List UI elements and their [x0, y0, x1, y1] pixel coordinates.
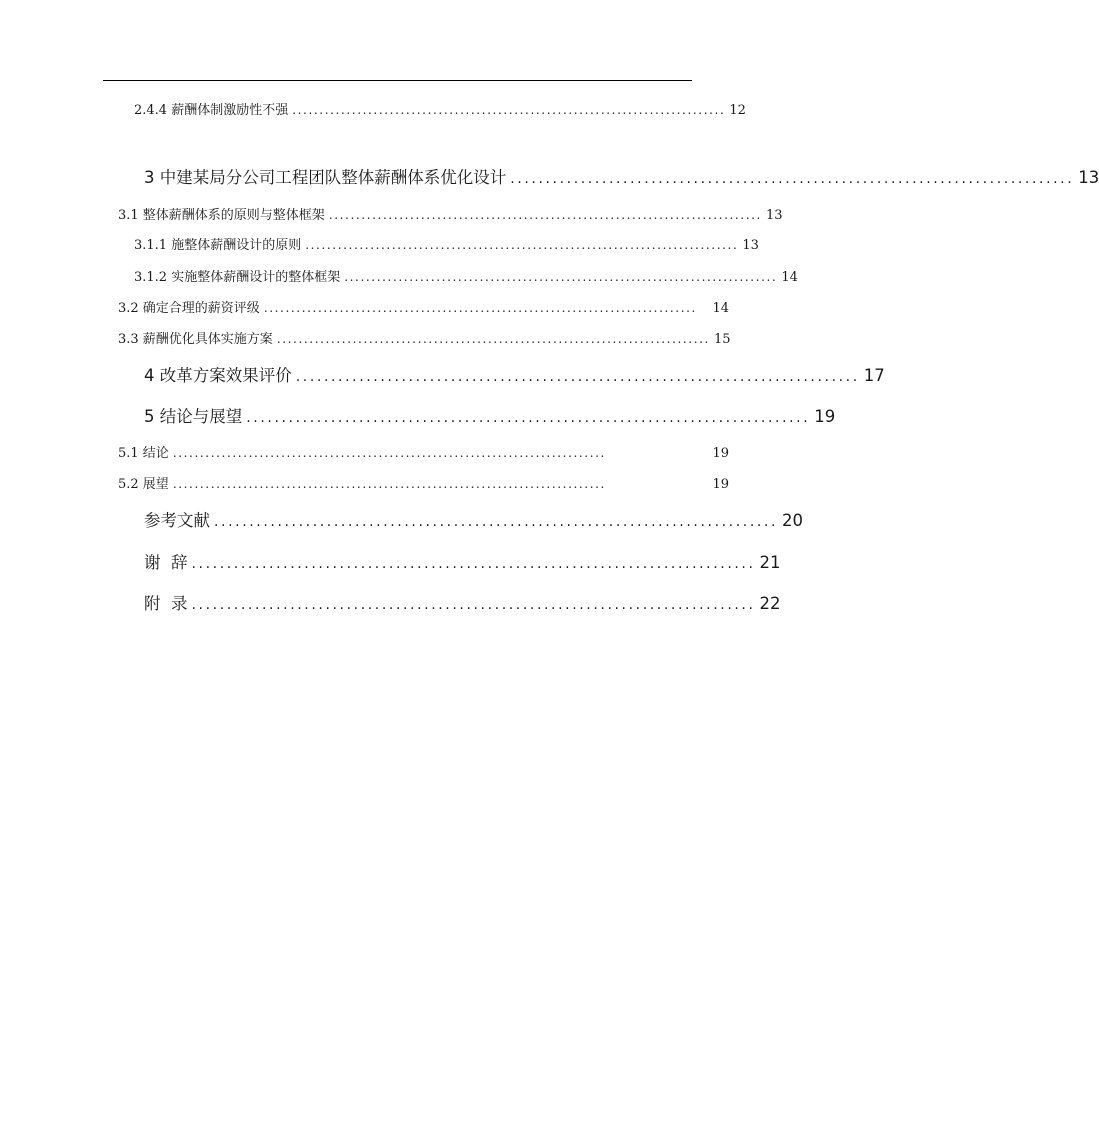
toc-entry-5-1[interactable] [118, 443, 729, 463]
toc-entry-chapter-4[interactable] [144, 363, 885, 389]
toc-dot-leader: ................................................................................ [344, 270, 778, 284]
toc-entry-page: 19 [712, 477, 729, 492]
toc-entry-title: 3 中建某局分公司工程团队整体薪酬体系优化设计 [144, 168, 507, 187]
toc-dot-leader: ................................................................................ [191, 556, 756, 572]
toc-dot-leader: ................................................................................ [276, 332, 710, 346]
toc-dot-leader: ................................................................................ [305, 238, 739, 252]
toc-entry-title: 参考文献 [144, 511, 210, 530]
toc-entry-title: 3.1.2 实施整体薪酬设计的整体框架 [134, 270, 341, 285]
toc-entry-2-4-4[interactable] [134, 100, 746, 120]
toc-entry-title: 3.1 整体薪酬体系的原则与整体框架 [118, 208, 325, 223]
toc-entry-page: 17 [863, 366, 885, 385]
toc-entry-references[interactable] [144, 508, 804, 534]
toc-dot-leader: ................................................................................ [246, 410, 811, 426]
toc-entry-title: 5.1 结论 [118, 446, 169, 461]
toc-entry-5-2[interactable] [118, 474, 729, 494]
toc-entry-title: 2.4.4 薪酬体制激励性不强 [134, 103, 289, 118]
toc-dot-leader: ................................................................................ [172, 477, 606, 491]
toc-entry-page: 14 [781, 270, 798, 285]
toc-entry-page: 22 [759, 594, 781, 613]
toc-entry-page: 20 [782, 511, 804, 530]
toc-dot-leader: ................................................................................ [292, 103, 726, 117]
toc-entry-3-2[interactable] [118, 298, 729, 318]
toc-dot-leader: ................................................................................ [328, 208, 762, 222]
toc-entry-page: 12 [729, 103, 746, 118]
toc-entry-title: 3.2 确定合理的薪资评级 [118, 301, 260, 316]
toc-dot-leader: ................................................................................ [295, 369, 860, 385]
toc-entry-title: 3.1.1 施整体薪酬设计的原则 [134, 238, 302, 253]
toc-entry-title: 附 录 [144, 594, 188, 613]
toc-dot-leader: ................................................................................ [510, 171, 1075, 187]
toc-entry-page: 19 [814, 407, 836, 426]
toc-entry-title: 5 结论与展望 [144, 407, 243, 426]
toc-entry-title: 5.2 展望 [118, 477, 169, 492]
toc-entry-page: 13 [1078, 168, 1099, 187]
header-rule [103, 80, 692, 81]
toc-dot-leader: ................................................................................ [263, 301, 697, 315]
toc-entry-page: 15 [713, 332, 731, 347]
toc-entry-3-3[interactable] [118, 329, 729, 349]
toc-entry-page: 13 [742, 238, 759, 253]
toc-entry-acknowledgements[interactable] [144, 550, 781, 576]
toc-entry-page: 21 [759, 553, 781, 572]
toc-entry-appendix[interactable] [144, 591, 781, 617]
toc-entry-chapter-3[interactable] [144, 165, 1099, 191]
toc-entry-3-1-2[interactable] [134, 267, 798, 287]
toc-entry-3-1[interactable] [118, 205, 783, 225]
toc-entry-title: 3.3 薪酬优化具体实施方案 [118, 332, 273, 347]
toc-entry-page: 14 [712, 301, 729, 316]
toc-entry-title: 4 改革方案效果评价 [144, 366, 292, 385]
toc-entry-3-1-1[interactable] [134, 235, 759, 255]
toc-dot-leader: ................................................................................ [191, 597, 756, 613]
toc-entry-page: 19 [712, 446, 729, 461]
toc-entry-page: 13 [765, 208, 783, 223]
toc-dot-leader: ................................................................................ [214, 514, 779, 530]
toc-dot-leader: ................................................................................ [172, 446, 606, 460]
toc-entry-title: 谢 辞 [144, 553, 188, 572]
toc-entry-chapter-5[interactable] [144, 404, 836, 430]
